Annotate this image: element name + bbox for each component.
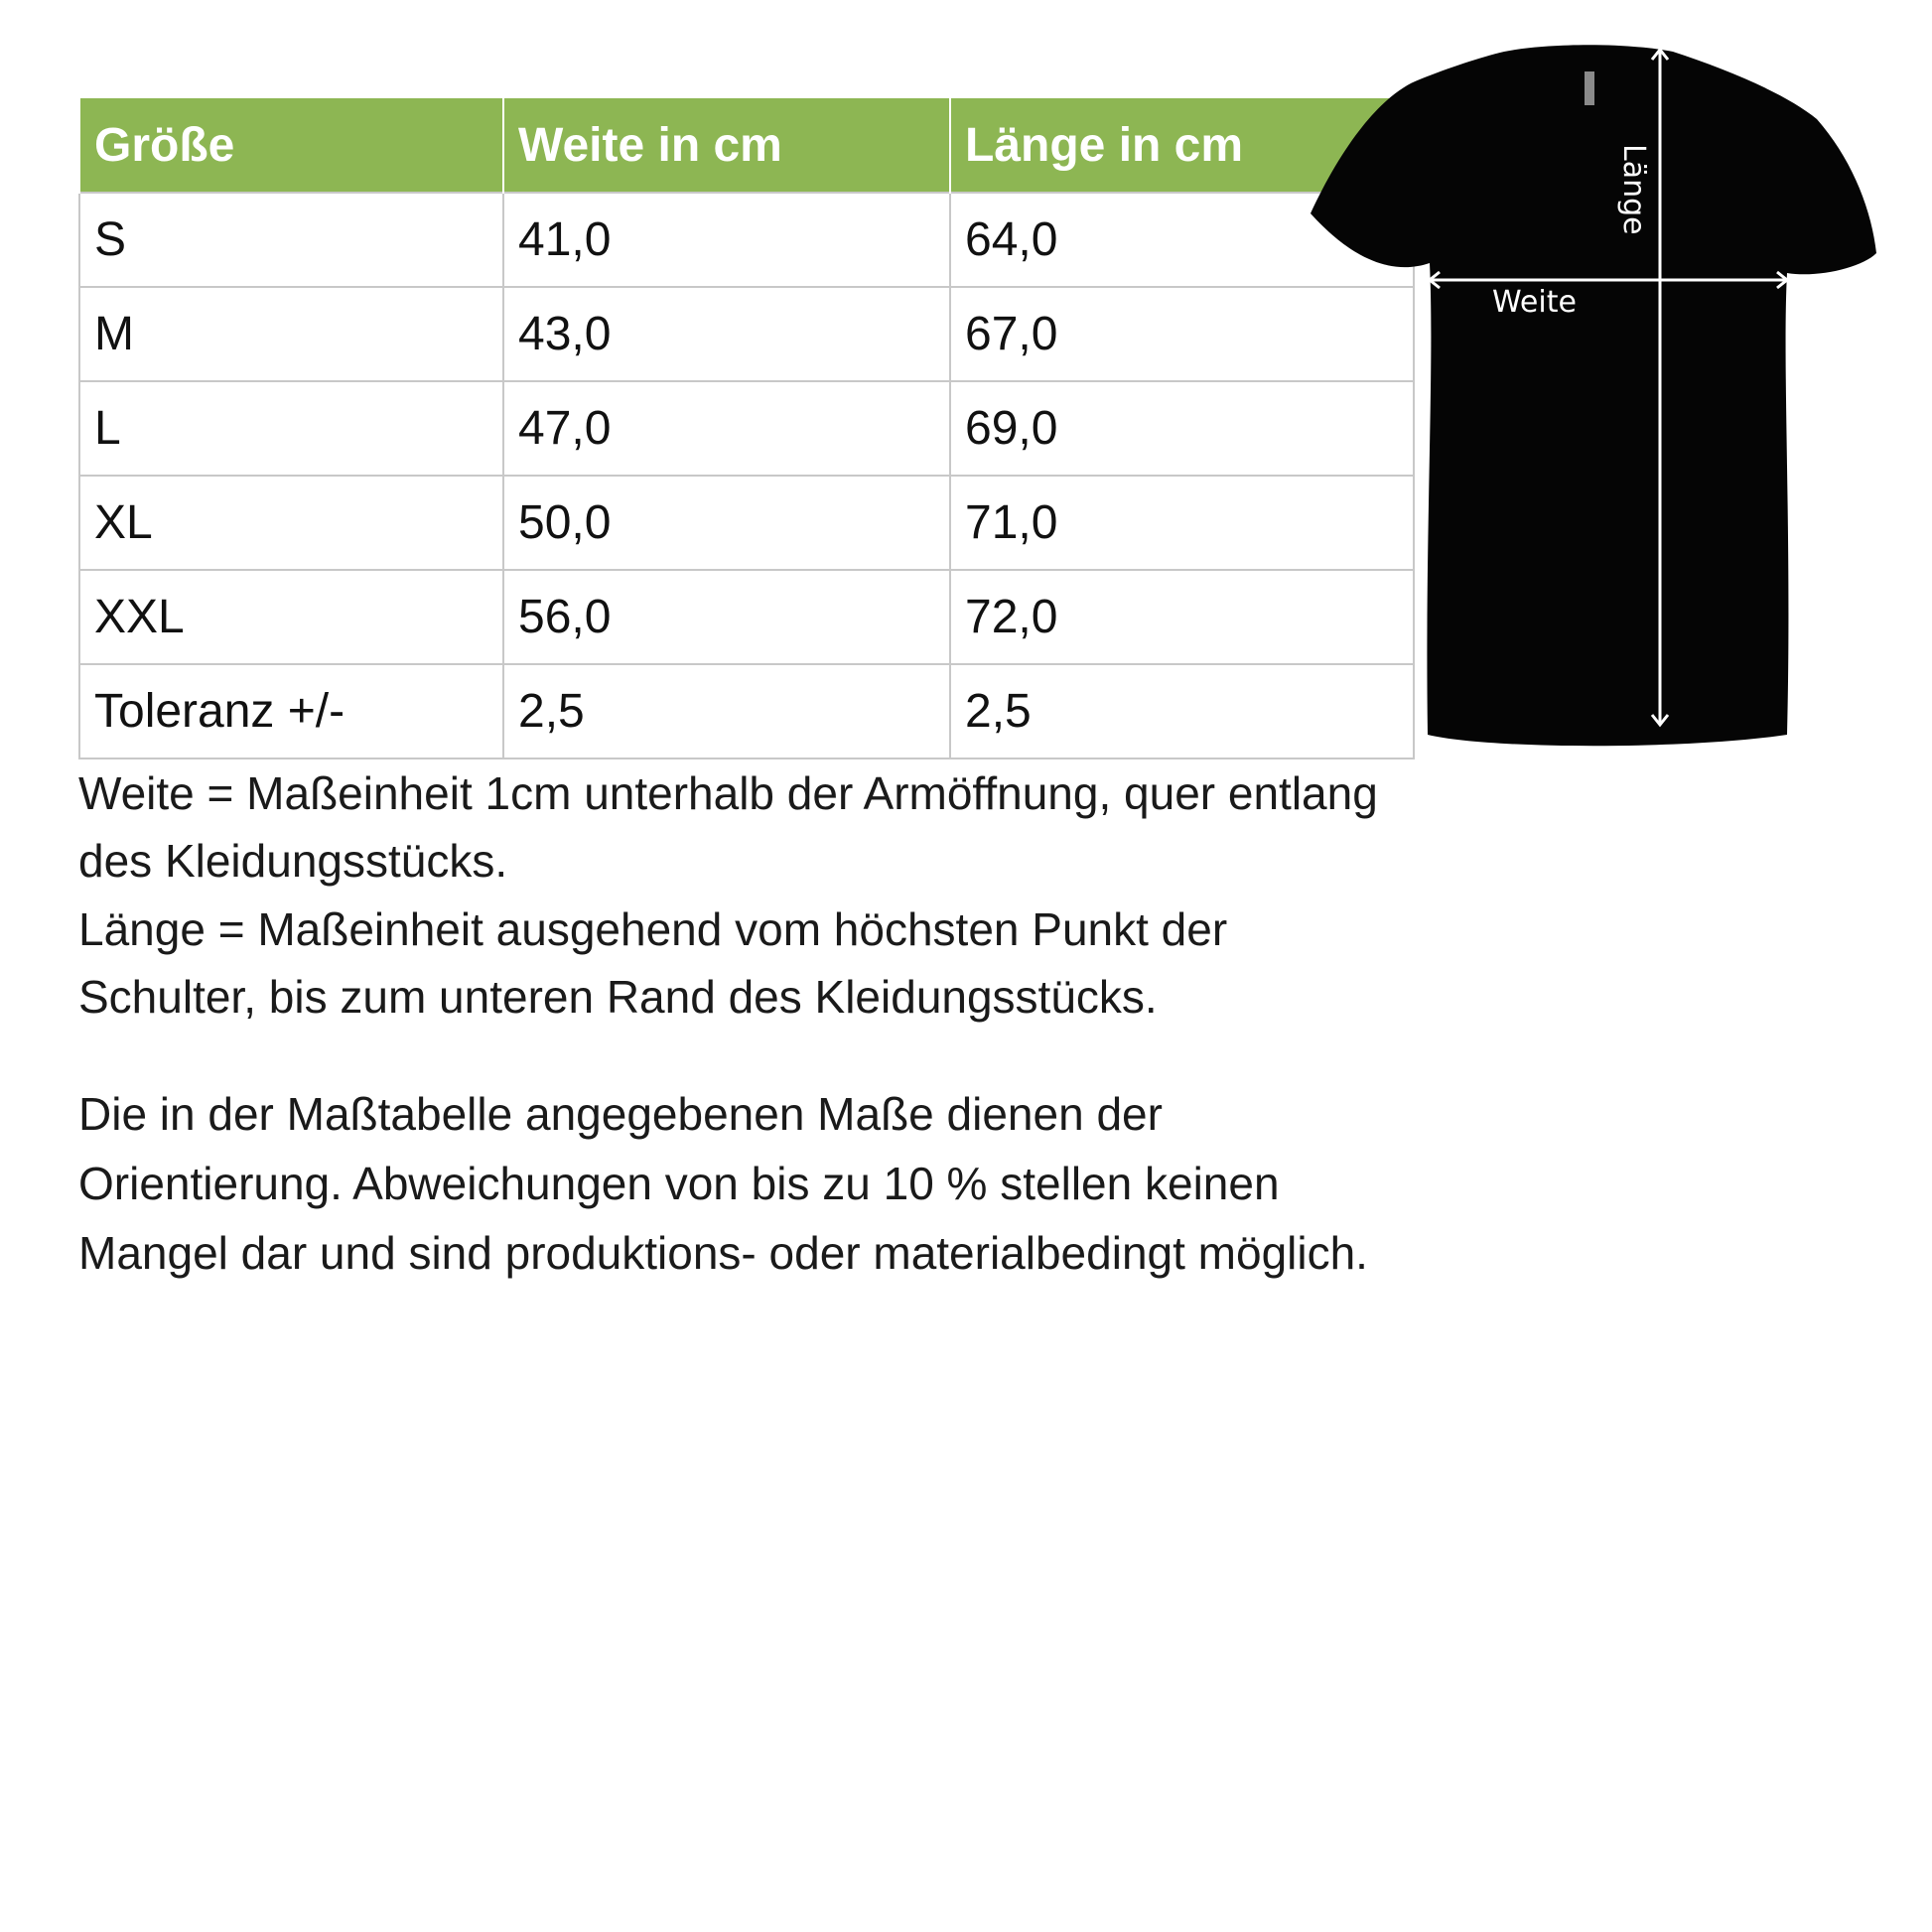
size-table — [78, 98, 1415, 759]
cell-width: 2,5 — [503, 664, 950, 759]
cell-length: 72,0 — [950, 570, 1414, 664]
weite-definition: Weite = Maßeinheit 1cm unterhalb der Armöffnung, quer entlang des Kleidungsstücks. — [78, 767, 1378, 887]
cell-size: M — [79, 287, 503, 381]
header-size: Größe — [79, 98, 503, 193]
table-row — [79, 381, 1414, 476]
header-length: Länge in cm — [950, 98, 1414, 193]
cell-size: Toleranz +/- — [79, 664, 503, 759]
cell-length: 67,0 — [950, 287, 1414, 381]
cell-length: 2,5 — [950, 664, 1414, 759]
cell-length: 69,0 — [950, 381, 1414, 476]
header-width: Weite in cm — [503, 98, 950, 193]
table-row — [79, 476, 1414, 570]
cell-width: 43,0 — [503, 287, 950, 381]
cell-size: S — [79, 193, 503, 287]
table-row — [79, 287, 1414, 381]
tshirt-shape-icon — [1311, 45, 1876, 746]
table-row-tolerance — [79, 664, 1414, 759]
neck-tag-icon — [1585, 71, 1594, 105]
cell-size: XL — [79, 476, 503, 570]
width-label: Weite — [1492, 285, 1577, 320]
cell-width: 41,0 — [503, 193, 950, 287]
cell-width: 50,0 — [503, 476, 950, 570]
cell-width: 56,0 — [503, 570, 950, 664]
cell-length: 64,0 — [950, 193, 1414, 287]
laenge-definition: Länge = Maßeinheit ausgehend vom höchsten Punkt der Schulter, bis zum unteren Rand des Kleidungsstücks. — [78, 903, 1228, 1023]
table-row — [79, 193, 1414, 287]
tshirt-diagram — [1291, 40, 1886, 755]
length-label: Länge — [1616, 144, 1651, 235]
cell-width: 47,0 — [503, 381, 950, 476]
disclaimer-text: Die in der Maßtabelle angegebenen Maße dienen der Orientierung. Abweichungen von bis zu 10 % stellen keinen Mangel dar und sind produktions- oder materialbedingt möglich. — [78, 1088, 1368, 1279]
table-row — [79, 570, 1414, 664]
table-header-row — [79, 98, 1414, 193]
cell-size: XXL — [79, 570, 503, 664]
cell-length: 71,0 — [950, 476, 1414, 570]
cell-size: L — [79, 381, 503, 476]
